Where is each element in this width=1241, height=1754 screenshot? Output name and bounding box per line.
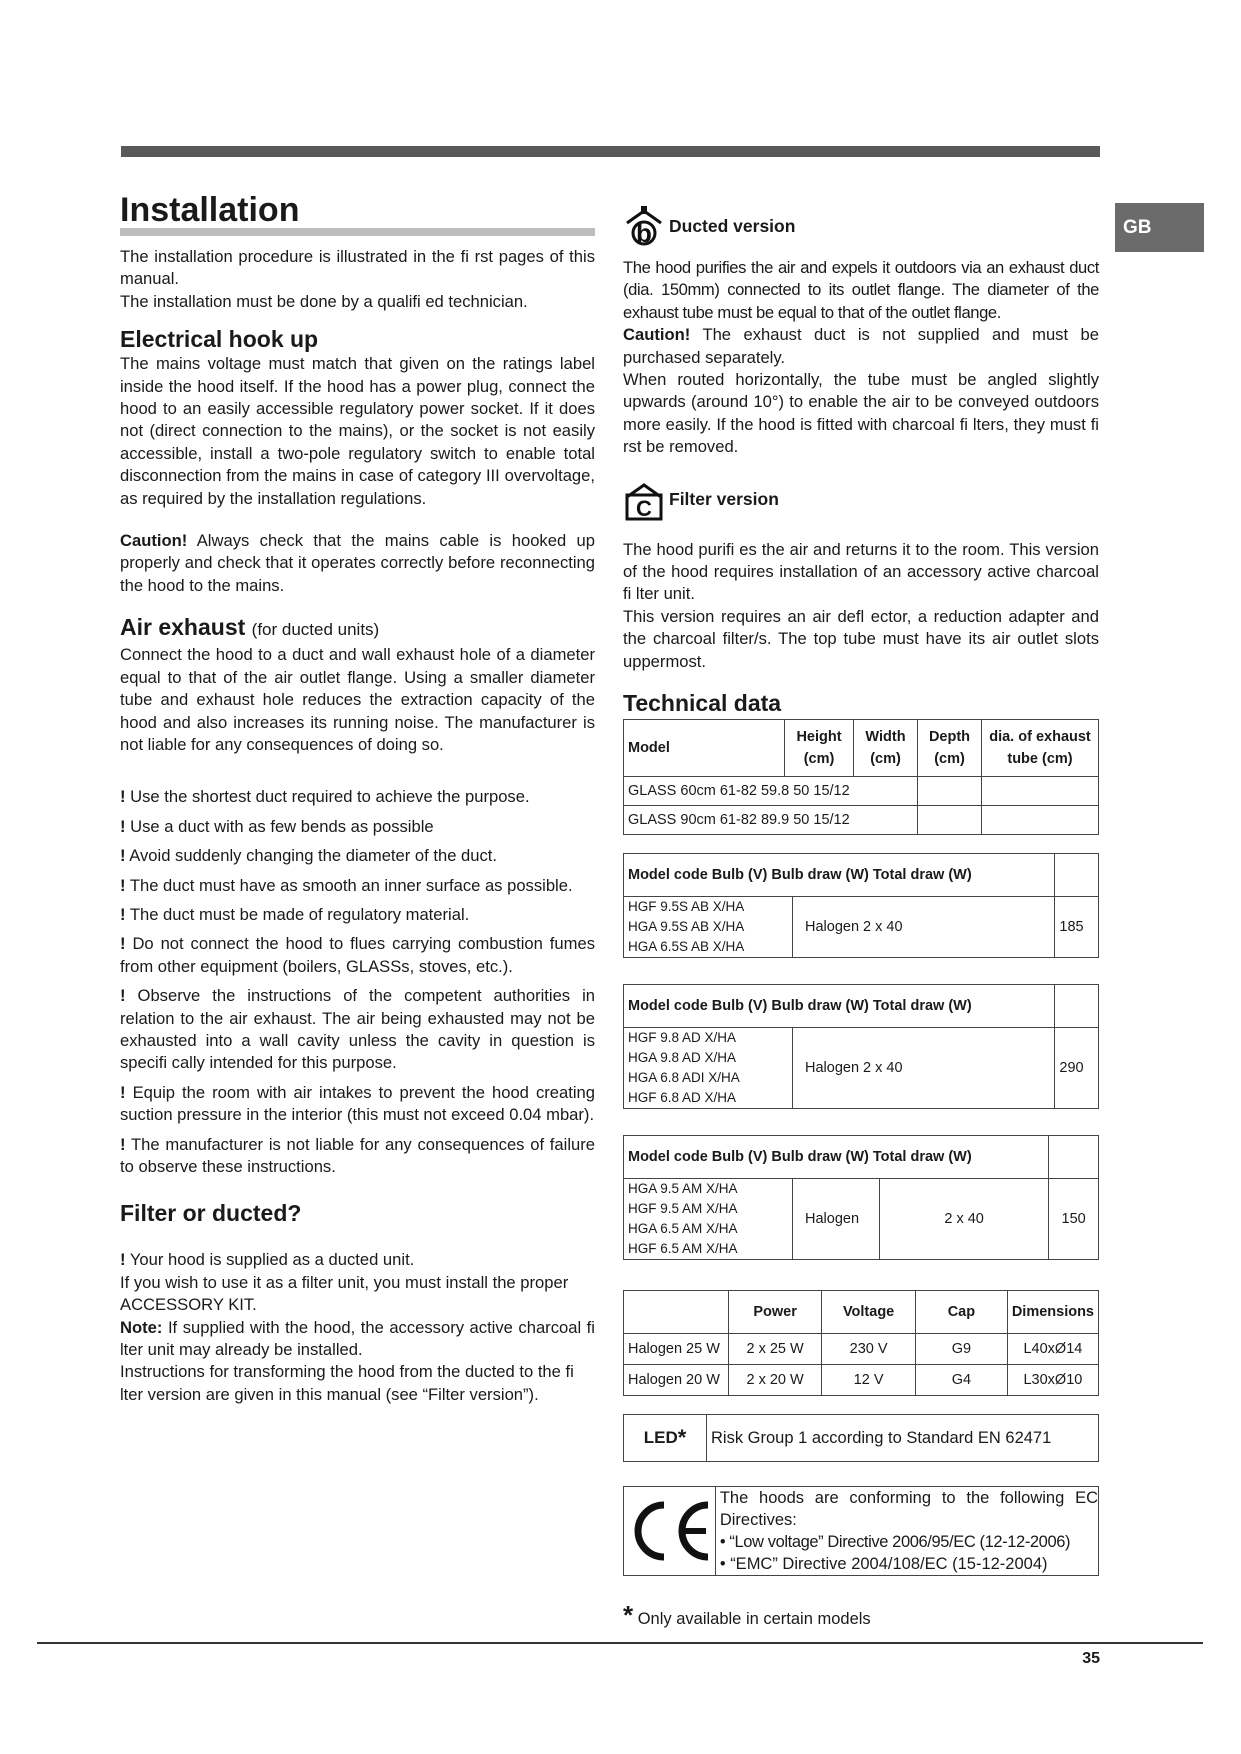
dims-col-dia: dia. of exhaust tube (cm) xyxy=(982,720,1099,777)
exclamation: ! xyxy=(120,986,126,1006)
exclamation: ! xyxy=(120,787,126,807)
empty-cell xyxy=(982,806,1099,835)
led-box xyxy=(623,1414,1099,1462)
bullet-text: Do not connect the hood to flues carrying combustion fumes from other equipment (boilers, GLASSs, stoves, etc.). xyxy=(120,934,595,976)
exclamation: ! xyxy=(120,1134,126,1154)
bullet-item xyxy=(120,933,595,978)
exclamation: ! xyxy=(120,816,126,836)
bullet-item xyxy=(120,1082,595,1127)
ducted-heading xyxy=(623,205,1099,247)
electrical-text: The mains voltage must match that given on the ratings label inside the hood itself. If the hood has a power plug, connect the hood to an easily accessible regulatory power socket. If it does not (direct connection to the mains), or the socket is not easily accessible, install a two-pole regulatory switch to enable total disconnection from the mains in case of category III overvoltage, as required by the installation regulations. xyxy=(120,354,595,508)
bulb-total-2: 290 xyxy=(1055,1028,1099,1109)
left-column xyxy=(120,190,595,1406)
empty-cell xyxy=(1055,854,1099,897)
bulb-type-1: Halogen 2 x 40 xyxy=(793,897,1055,958)
caution-text: Always check that the mains cable is hooked up properly and check that it operates correctly before reconnecting the hood to the mains. xyxy=(120,531,595,595)
model-code: HGF 9.5S AB X/HA xyxy=(628,899,745,915)
bullet-text: The manufacturer is not liable for any consequences of failure to observe these instructions. xyxy=(120,1134,595,1176)
ce-line: • “EMC” Directive 2004/108/EC (15-12-2004) xyxy=(719,1555,1048,1574)
lamp-cell: Halogen 20 W xyxy=(624,1365,729,1396)
bullet-text: Use the shortest duct required to achieve the purpose. xyxy=(130,787,530,807)
ducted-text1: The hood purifies the air and expels it outdoors via an exhaust duct (dia. 150mm) connected to its outlet flange. The diameter of the exhaust tube must be equal to that of the outlet flange. xyxy=(623,258,1099,322)
ducted-text2: When routed horizontally, the tube must be angled slightly upwards (around 10°) to enable the air to be conveyed outdoors more easily. If the hood is fitted with charcoal fi lters, they must fi rst be removed. xyxy=(623,370,1099,457)
ducted-caution-text: The exhaust duct is not supplied and must be purchased separately. xyxy=(623,325,1099,367)
bulb-header: Model code Bulb (V) Bulb draw (W) Total draw (W) xyxy=(624,854,1055,897)
empty-cell xyxy=(1049,1136,1099,1179)
bulb-models-1 xyxy=(624,897,793,958)
page-title-text: Installation xyxy=(120,191,300,229)
filter-ducted-line2: If you wish to use it as a filter unit, you must install the proper ACCESSORY KIT. xyxy=(120,1272,569,1315)
model-code: HGA 6.5 AM X/HA xyxy=(628,1221,738,1237)
lamp-cell: G9 xyxy=(916,1334,1008,1365)
dims-col-depth: Depth (cm) xyxy=(918,720,982,777)
dims-row-2: GLASS 90cm 61-82 89.9 50 15/12 xyxy=(624,806,918,835)
svg-text:b: b xyxy=(636,218,652,247)
exclamation: ! xyxy=(120,904,126,924)
intro-line-1: The installation procedure is illustrated in the fi rst pages of this manual. xyxy=(120,247,595,289)
lamp-col-cap: Cap xyxy=(916,1291,1008,1334)
filter-text1: The hood purifi es the air and returns it to the room. This version of the hood requires installation of an accessory active charcoal fi lter unit. xyxy=(623,539,1099,604)
empty-cell xyxy=(918,777,982,806)
empty-cell xyxy=(918,806,982,835)
ducted-caution xyxy=(623,324,1099,369)
table-row xyxy=(624,806,1099,835)
filter-icon xyxy=(623,479,665,521)
ce-line: • “Low voltage” Directive 2006/95/EC (12-12-2006) xyxy=(719,1533,1071,1552)
bullet-text: Use a duct with as few bends as possible xyxy=(130,816,434,836)
bulb-header: Model code Bulb (V) Bulb draw (W) Total draw (W) xyxy=(624,985,1055,1028)
bulb-header-row xyxy=(624,985,1099,1028)
air-exhaust-heading xyxy=(120,613,595,644)
footnote-text: Only available in certain models xyxy=(637,1610,871,1629)
lamp-cell: 230 V xyxy=(822,1334,916,1365)
model-code: HGF 6.5 AM X/HA xyxy=(628,1241,738,1257)
exclamation: ! xyxy=(120,1082,126,1102)
lamp-col-voltage: Voltage xyxy=(822,1291,916,1334)
electrical-caution xyxy=(120,530,595,597)
filter-heading xyxy=(623,479,1099,521)
ducted-title: Ducted version xyxy=(669,215,796,236)
exclamation: ! xyxy=(120,1250,126,1270)
exclamation: ! xyxy=(120,934,126,954)
bulb-type-3: Halogen xyxy=(793,1179,880,1260)
model-code: HGA 9.5 AM X/HA xyxy=(628,1181,738,1197)
bulb-draw-3: 2 x 40 xyxy=(880,1179,1049,1260)
bulb-total-3: 150 xyxy=(1049,1179,1099,1260)
electrical-heading: Electrical hook up xyxy=(120,326,319,353)
page-title xyxy=(120,190,595,230)
air-exhaust-note: (for ducted units) xyxy=(251,620,380,640)
dimensions-table xyxy=(623,719,1099,835)
bulb-models-2 xyxy=(624,1028,793,1109)
led-description: Risk Group 1 according to Standard EN 62471 xyxy=(711,1428,1052,1447)
intro-line-2: The installation must be done by a qualifi ed technician. xyxy=(120,291,528,311)
table-row xyxy=(624,1179,1099,1260)
caution-label: Caution! xyxy=(120,531,188,551)
bulb-type-2: Halogen 2 x 40 xyxy=(793,1028,1055,1109)
model-code: HGA 9.5S AB X/HA xyxy=(628,919,745,935)
lamp-col-power: Power xyxy=(729,1291,822,1334)
model-code: HGA 6.8 ADI X/HA xyxy=(628,1070,740,1086)
header-rule xyxy=(121,146,1100,157)
dims-col-width: Width (cm) xyxy=(854,720,918,777)
right-column xyxy=(623,205,1099,1631)
table-row xyxy=(624,1028,1099,1109)
filter-text2: This version requires an air defl ector, a reduction adapter and the charcoal filter/s. The top tube must have its air outlet slots uppermost. xyxy=(623,606,1099,671)
bulb-table-3 xyxy=(623,1135,1099,1260)
filter-ducted-heading: Filter or ducted? xyxy=(120,1200,302,1227)
footer-rule xyxy=(37,1642,1203,1644)
table-row xyxy=(624,777,1099,806)
footnote xyxy=(623,1600,1099,1631)
lamp-cell: L30xØ10 xyxy=(1007,1365,1098,1396)
ce-line: The hoods are conforming to the following EC Directives: xyxy=(719,1489,1098,1530)
line1-text: Your hood is supplied as a ducted unit. xyxy=(129,1250,415,1270)
bulb-total-1: 185 xyxy=(1055,897,1099,958)
lamp-cell: G4 xyxy=(916,1365,1008,1396)
lamp-col-dimensions: Dimensions xyxy=(1007,1291,1098,1334)
led-text-label: LED xyxy=(643,1427,678,1447)
model-code: HGA 6.5S AB X/HA xyxy=(628,939,745,955)
bullet-item xyxy=(120,816,595,838)
empty-cell xyxy=(982,777,1099,806)
footnote-star: * xyxy=(623,1600,634,1631)
led-star: * xyxy=(677,1424,687,1450)
model-code: HGF 9.8 AD X/HA xyxy=(628,1030,737,1046)
bullet-item xyxy=(120,786,595,808)
lamp-cell: 12 V xyxy=(822,1365,916,1396)
dims-col-height: Height (cm) xyxy=(785,720,854,777)
bullet-item xyxy=(120,1134,595,1179)
bulb-header: Model code Bulb (V) Bulb draw (W) Total draw (W) xyxy=(624,1136,1049,1179)
note-text: If supplied with the hood, the accessory active charcoal fi lter unit may already be installed. xyxy=(120,1317,595,1360)
table-row xyxy=(624,1365,1099,1396)
air-exhaust-bullets xyxy=(120,786,595,1178)
air-exhaust-text: Connect the hood to a duct and wall exhaust hole of a diameter equal to that of the air outlet flange. Using a smaller diameter tube and exhaust hole reduces the extraction capacity of the hood and also increases its running noise. The manufacturer is not liable for any consequences of doing so. xyxy=(120,645,595,754)
ce-text xyxy=(715,1487,1098,1575)
ce-mark-icon xyxy=(624,1487,715,1575)
svg-text:C: C xyxy=(636,495,652,521)
bulb-models-3 xyxy=(624,1179,793,1260)
bullet-item xyxy=(120,875,595,897)
table-row xyxy=(624,897,1099,958)
model-code: HGA 9.8 AD X/HA xyxy=(628,1050,737,1066)
led-label xyxy=(624,1415,707,1461)
bullet-text: Equip the room with air intakes to prevent the hood creating suction pressure in the interior (this must not exceed 0.04 mbar). xyxy=(120,1082,595,1125)
bulb-table-2 xyxy=(623,984,1099,1109)
ce-box xyxy=(623,1486,1099,1576)
lamp-cell: Halogen 25 W xyxy=(624,1334,729,1365)
exclamation: ! xyxy=(120,875,126,895)
bullet-item xyxy=(120,845,595,867)
bullet-item xyxy=(120,904,595,926)
air-exhaust-title: Air exhaust xyxy=(120,614,246,641)
lamp-cell: 2 x 20 W xyxy=(729,1365,822,1396)
lamp-cell: L40xØ14 xyxy=(1007,1334,1098,1365)
bulb-header-row xyxy=(624,854,1099,897)
lamp-header-row xyxy=(624,1291,1099,1334)
dims-col-model: Model xyxy=(624,720,785,777)
model-code: HGF 6.8 AD X/HA xyxy=(628,1090,737,1106)
dims-header-row xyxy=(624,720,1099,777)
technical-heading: Technical data xyxy=(623,690,782,717)
bullet-text: Avoid suddenly changing the diameter of the duct. xyxy=(129,846,498,866)
lamp-table xyxy=(623,1290,1099,1396)
table-row xyxy=(624,1334,1099,1365)
ducted-icon xyxy=(623,205,665,247)
ce-logo xyxy=(624,1499,714,1563)
filter-ducted-note xyxy=(120,1317,595,1362)
lamp-col-blank xyxy=(624,1291,729,1334)
ducted-caution-label: Caution! xyxy=(623,325,691,345)
bullet-text: The duct must be made of regulatory material. xyxy=(129,904,470,924)
exclamation: ! xyxy=(120,846,126,866)
dims-row-1: GLASS 60cm 61-82 59.8 50 15/12 xyxy=(624,777,918,806)
bullet-text: The duct must have as smooth an inner surface as possible. xyxy=(129,875,573,895)
lamp-cell: 2 x 25 W xyxy=(729,1334,822,1365)
bullet-item xyxy=(120,985,595,1075)
model-code: HGF 9.5 AM X/HA xyxy=(628,1201,738,1217)
page-number: 35 xyxy=(1082,1650,1100,1667)
bulb-table-1 xyxy=(623,853,1099,958)
language-tab: GB xyxy=(1115,203,1204,252)
bulb-header-row xyxy=(624,1136,1099,1179)
filter-ducted-line1 xyxy=(120,1249,595,1271)
empty-cell xyxy=(1055,985,1099,1028)
filter-title: Filter version xyxy=(669,489,779,510)
filter-ducted-line3: Instructions for transforming the hood from the ducted to the fi lter version are given in this manual (see “Filter version”). xyxy=(120,1362,574,1404)
bullet-text: Observe the instructions of the competent authorities in relation to the air exhaust. The air being exhausted may not be exhausted into a wall cavity unless the cavity in question is specifi cally intended for this purpose. xyxy=(120,986,595,1073)
note-label: Note: xyxy=(120,1317,163,1337)
